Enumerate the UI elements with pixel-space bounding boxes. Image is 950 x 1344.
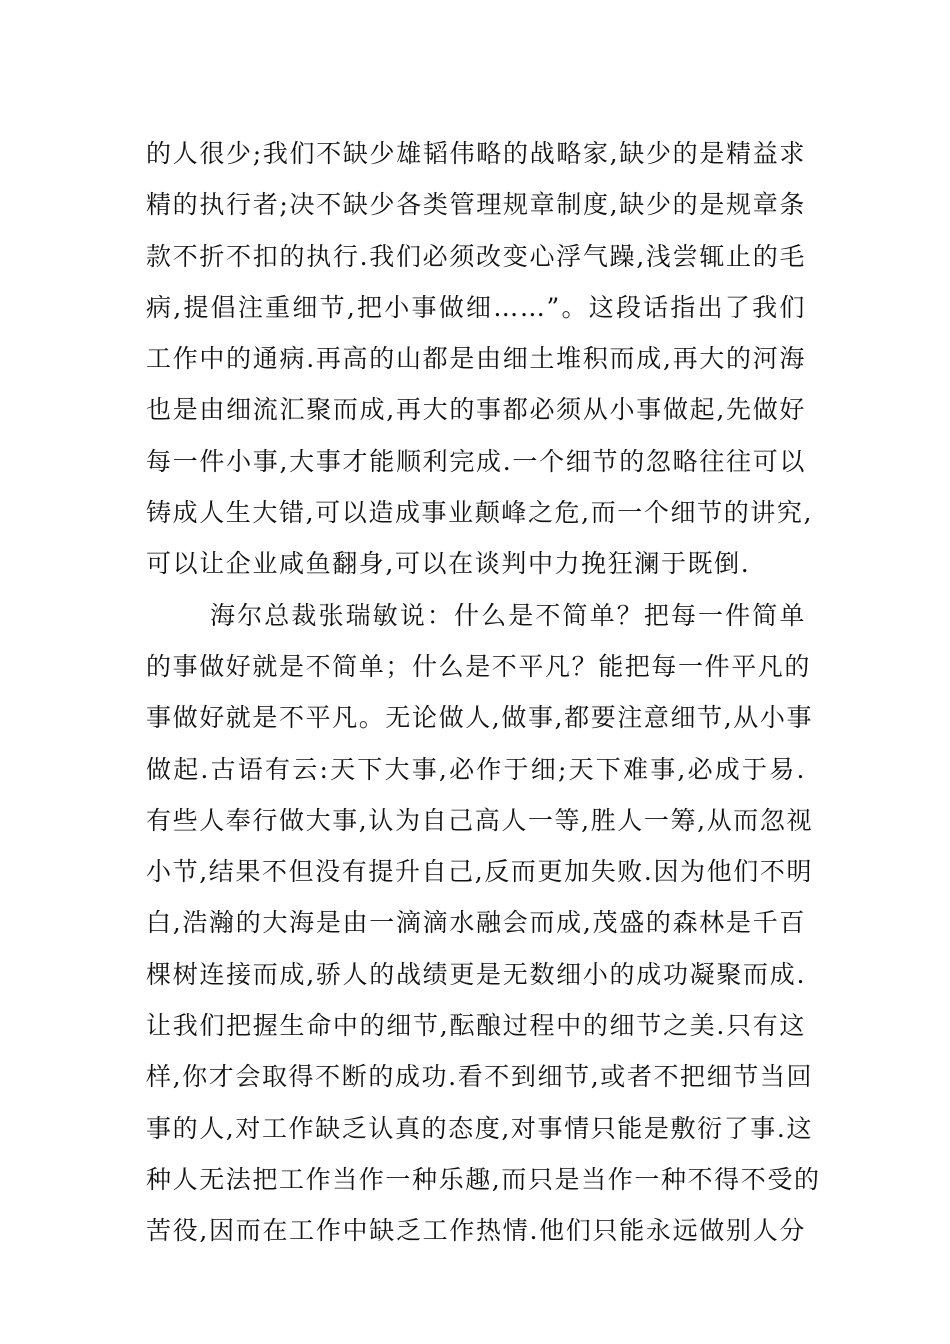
text-line: 棵树连接而成,骄人的战绩更是无数细小的成功凝聚而成.: [146, 959, 806, 989]
text-line: 的事做好就是不简单；什么是不平凡？能把每一件平凡的: [146, 651, 812, 681]
text-line: 苦役,因而在工作中缺乏工作热情.他们只能永远做别人分: [146, 1216, 806, 1246]
paragraph-1: [146, 128, 814, 590]
text-line: 的人很少;我们不缺少雄韬伟略的战略家,缺少的是精益求: [146, 139, 806, 168]
text-line: 事的人,对工作缺乏认真的态度,对事情只能是敷衍了事.这: [146, 1113, 814, 1143]
text-line: 样,你才会取得不断的成功.看不到细节,或者不把细节当回: [146, 1062, 814, 1092]
text-line: 工作中的通病.再高的山都是由细土堆积而成,再大的河海: [146, 344, 806, 374]
text-line: 每一件小事,大事才能顺利完成.一个细节的忽略往往可以: [146, 446, 806, 476]
text-line: 种人无法把工作当作一种乐趣,而只是当作一种不得不受的: [146, 1164, 821, 1194]
text-line: 可以让企业咸鱼翻身,可以在谈判中力挽狂澜于既倒.: [146, 549, 751, 579]
text-line: 让我们把握生命中的细节,酝酿过程中的细节之美.只有这: [146, 1011, 806, 1041]
document-body: [146, 128, 821, 1257]
text-line: 病,提倡注重细节,把小事做细……”。这段话指出了我们: [146, 292, 806, 322]
text-line: 精的执行者;决不缺少各类管理规章制度,缺少的是规章条: [146, 190, 806, 220]
text-line: 款不折不扣的执行.我们必须改变心浮气躁,浅尝辄止的毛: [146, 241, 806, 271]
text-line: 做起.古语有云:天下大事,必作于细;天下难事,必成于易.: [146, 754, 806, 784]
text-line: 小节,结果不但没有提升自己,反而更加失败.因为他们不明: [146, 857, 814, 887]
text-line: 也是由细流汇聚而成,再大的事都必须从小事做起,先做好: [146, 395, 806, 425]
text-line: 海尔总裁张瑞敏说：什么是不简单？把每一件简单: [210, 600, 806, 630]
text-line: 铸成人生大错,可以造成事业颠峰之危,而一个细节的讲究,: [146, 498, 814, 528]
text-line: 有些人奉行做大事,认为自己高人一等,胜人一筹,从而忽视: [146, 805, 814, 835]
paragraph-2: [146, 590, 821, 1257]
text-line: 事做好就是不平凡。无论做人,做事,都要注意细节,从小事: [146, 703, 814, 733]
text-line: 白,浩瀚的大海是由一滴滴水融会而成,茂盛的森林是千百: [146, 908, 806, 938]
